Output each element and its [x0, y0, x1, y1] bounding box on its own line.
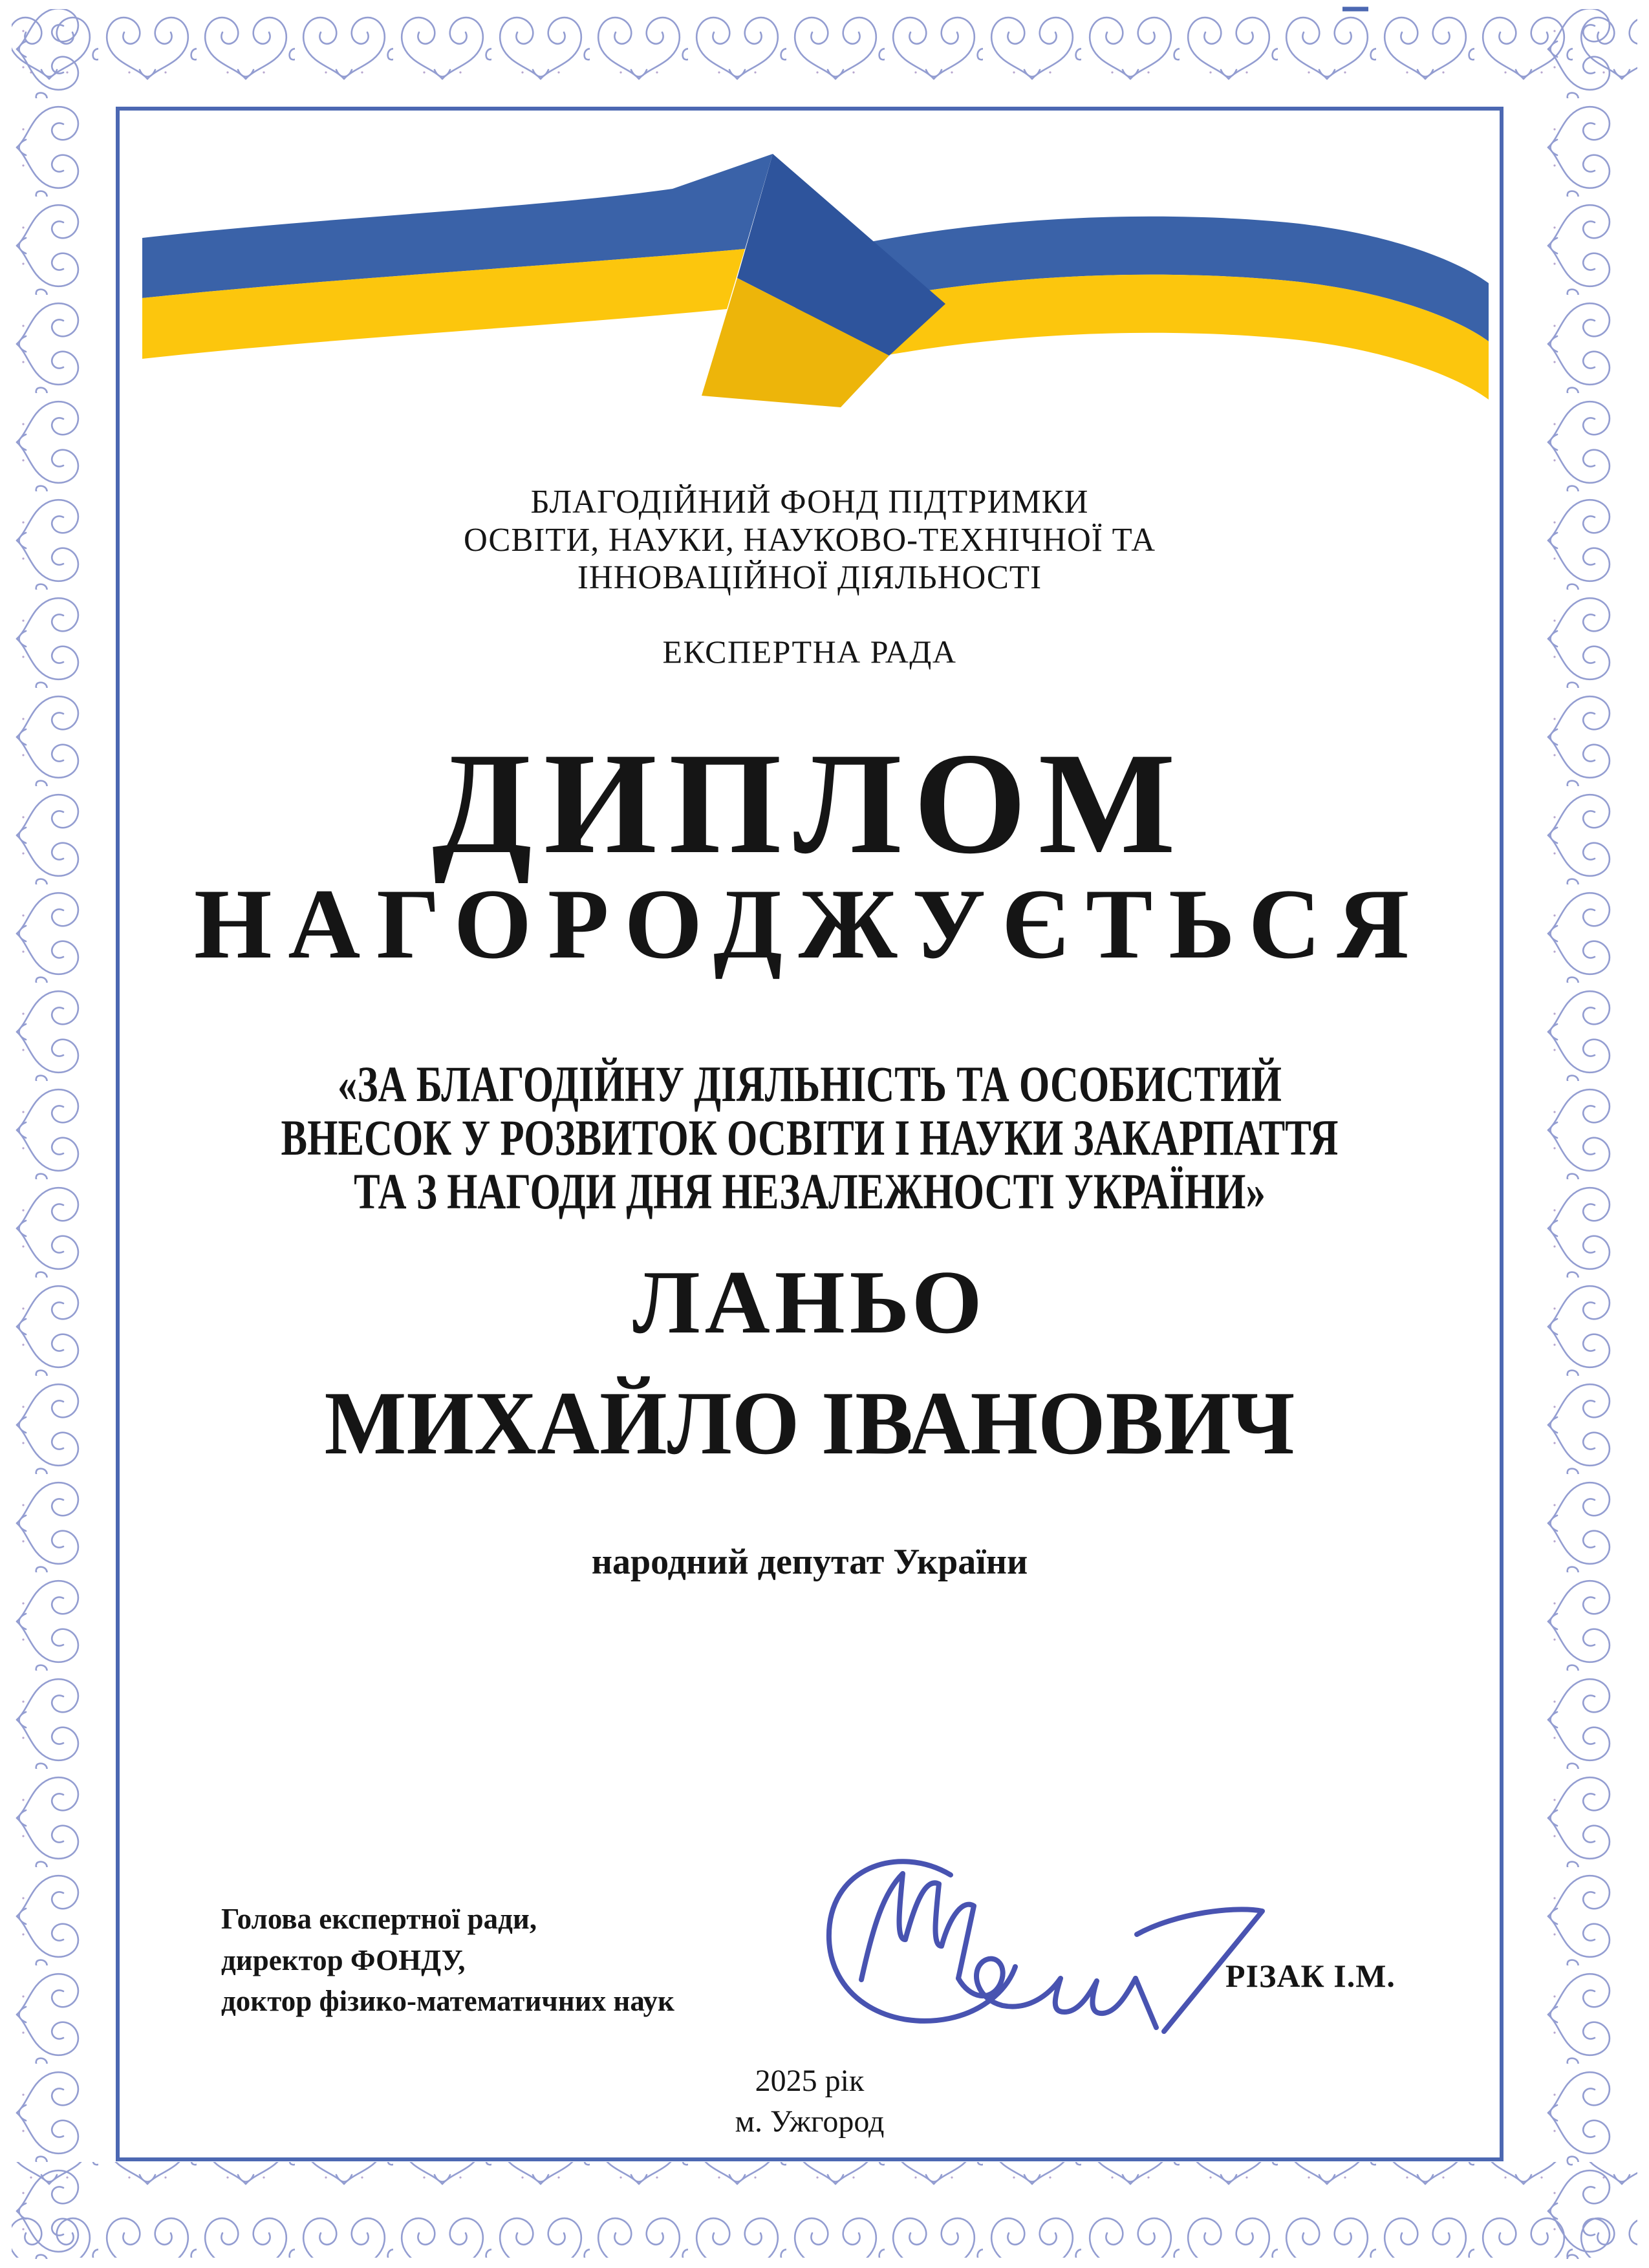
signature-oval-stroke	[829, 1861, 1015, 2021]
citation-line1: «ЗА БЛАГОДІЙНУ ДІЯЛЬНІСТЬ ТА ОСОБИСТИЙ	[338, 1056, 1282, 1112]
signer-role-line3: доктор фізико-математичних наук	[221, 1985, 674, 2017]
footer-year-city	[118, 2060, 1502, 2142]
diploma-title: ДИПЛОМ	[432, 722, 1187, 884]
border-right-band	[1543, 9, 1639, 2259]
footer-city: м. Ужгород	[735, 2104, 885, 2139]
ribbon-right-yellow	[795, 275, 1489, 400]
expert-council-label: ЕКСПЕРТНА РАДА	[662, 634, 957, 670]
organization-name-line1: БЛАГОДІЙНИЙ ФОНД ПІДТРИМКИ	[530, 484, 1089, 520]
signer-role-line1: Голова експертної ради,	[221, 1903, 537, 1935]
signer-role-block	[221, 1899, 674, 2022]
ribbon-fold-yellow	[702, 278, 889, 407]
organization-name	[131, 484, 1487, 597]
ribbon-left-blue	[142, 154, 773, 298]
recipient-title: народний депутат України	[591, 1542, 1028, 1582]
border-bottom-band	[12, 2162, 1637, 2258]
signer-role-line2: директор ФОНДУ,	[221, 1943, 466, 1976]
citation-line2: ВНЕСОК У РОЗВИТОК ОСВІТИ І НАУКИ ЗАКАРПАТТЯ	[281, 1109, 1339, 1166]
signer-name: РІЗАК І.М.	[1225, 1958, 1396, 1994]
border-left-band	[10, 9, 106, 2259]
recipient-given-names: МИХАЙЛО ІВАНОВИЧ	[324, 1373, 1295, 1473]
award-citation	[270, 1057, 1349, 1218]
organization-name-line2: ОСВІТИ, НАУКИ, НАУКОВО-ТЕХНІЧНОЇ ТА	[463, 521, 1156, 559]
footer-year: 2025 рік	[755, 2064, 865, 2098]
ribbon-fold-blue	[737, 154, 945, 356]
awarded-subtitle: НАГОРОДЖУЄТЬСЯ	[193, 868, 1426, 979]
signature-zigzag-stroke	[861, 1874, 974, 1980]
signature-loops-stroke	[958, 1959, 1136, 2013]
border-top-band	[12, 9, 1637, 105]
citation-line3: ТА З НАГОДИ ДНЯ НЕЗАЛЕЖНОСТІ УКРАЇНИ»	[354, 1163, 1266, 1219]
recipient-surname: ЛАНЬО	[632, 1252, 987, 1353]
ribbon-left-yellow	[142, 249, 745, 359]
ribbon-right-blue	[795, 217, 1489, 341]
organization-name-line3: ІННОВАЦІЙНОЇ ДІЯЛЬНОСТІ	[577, 559, 1042, 596]
